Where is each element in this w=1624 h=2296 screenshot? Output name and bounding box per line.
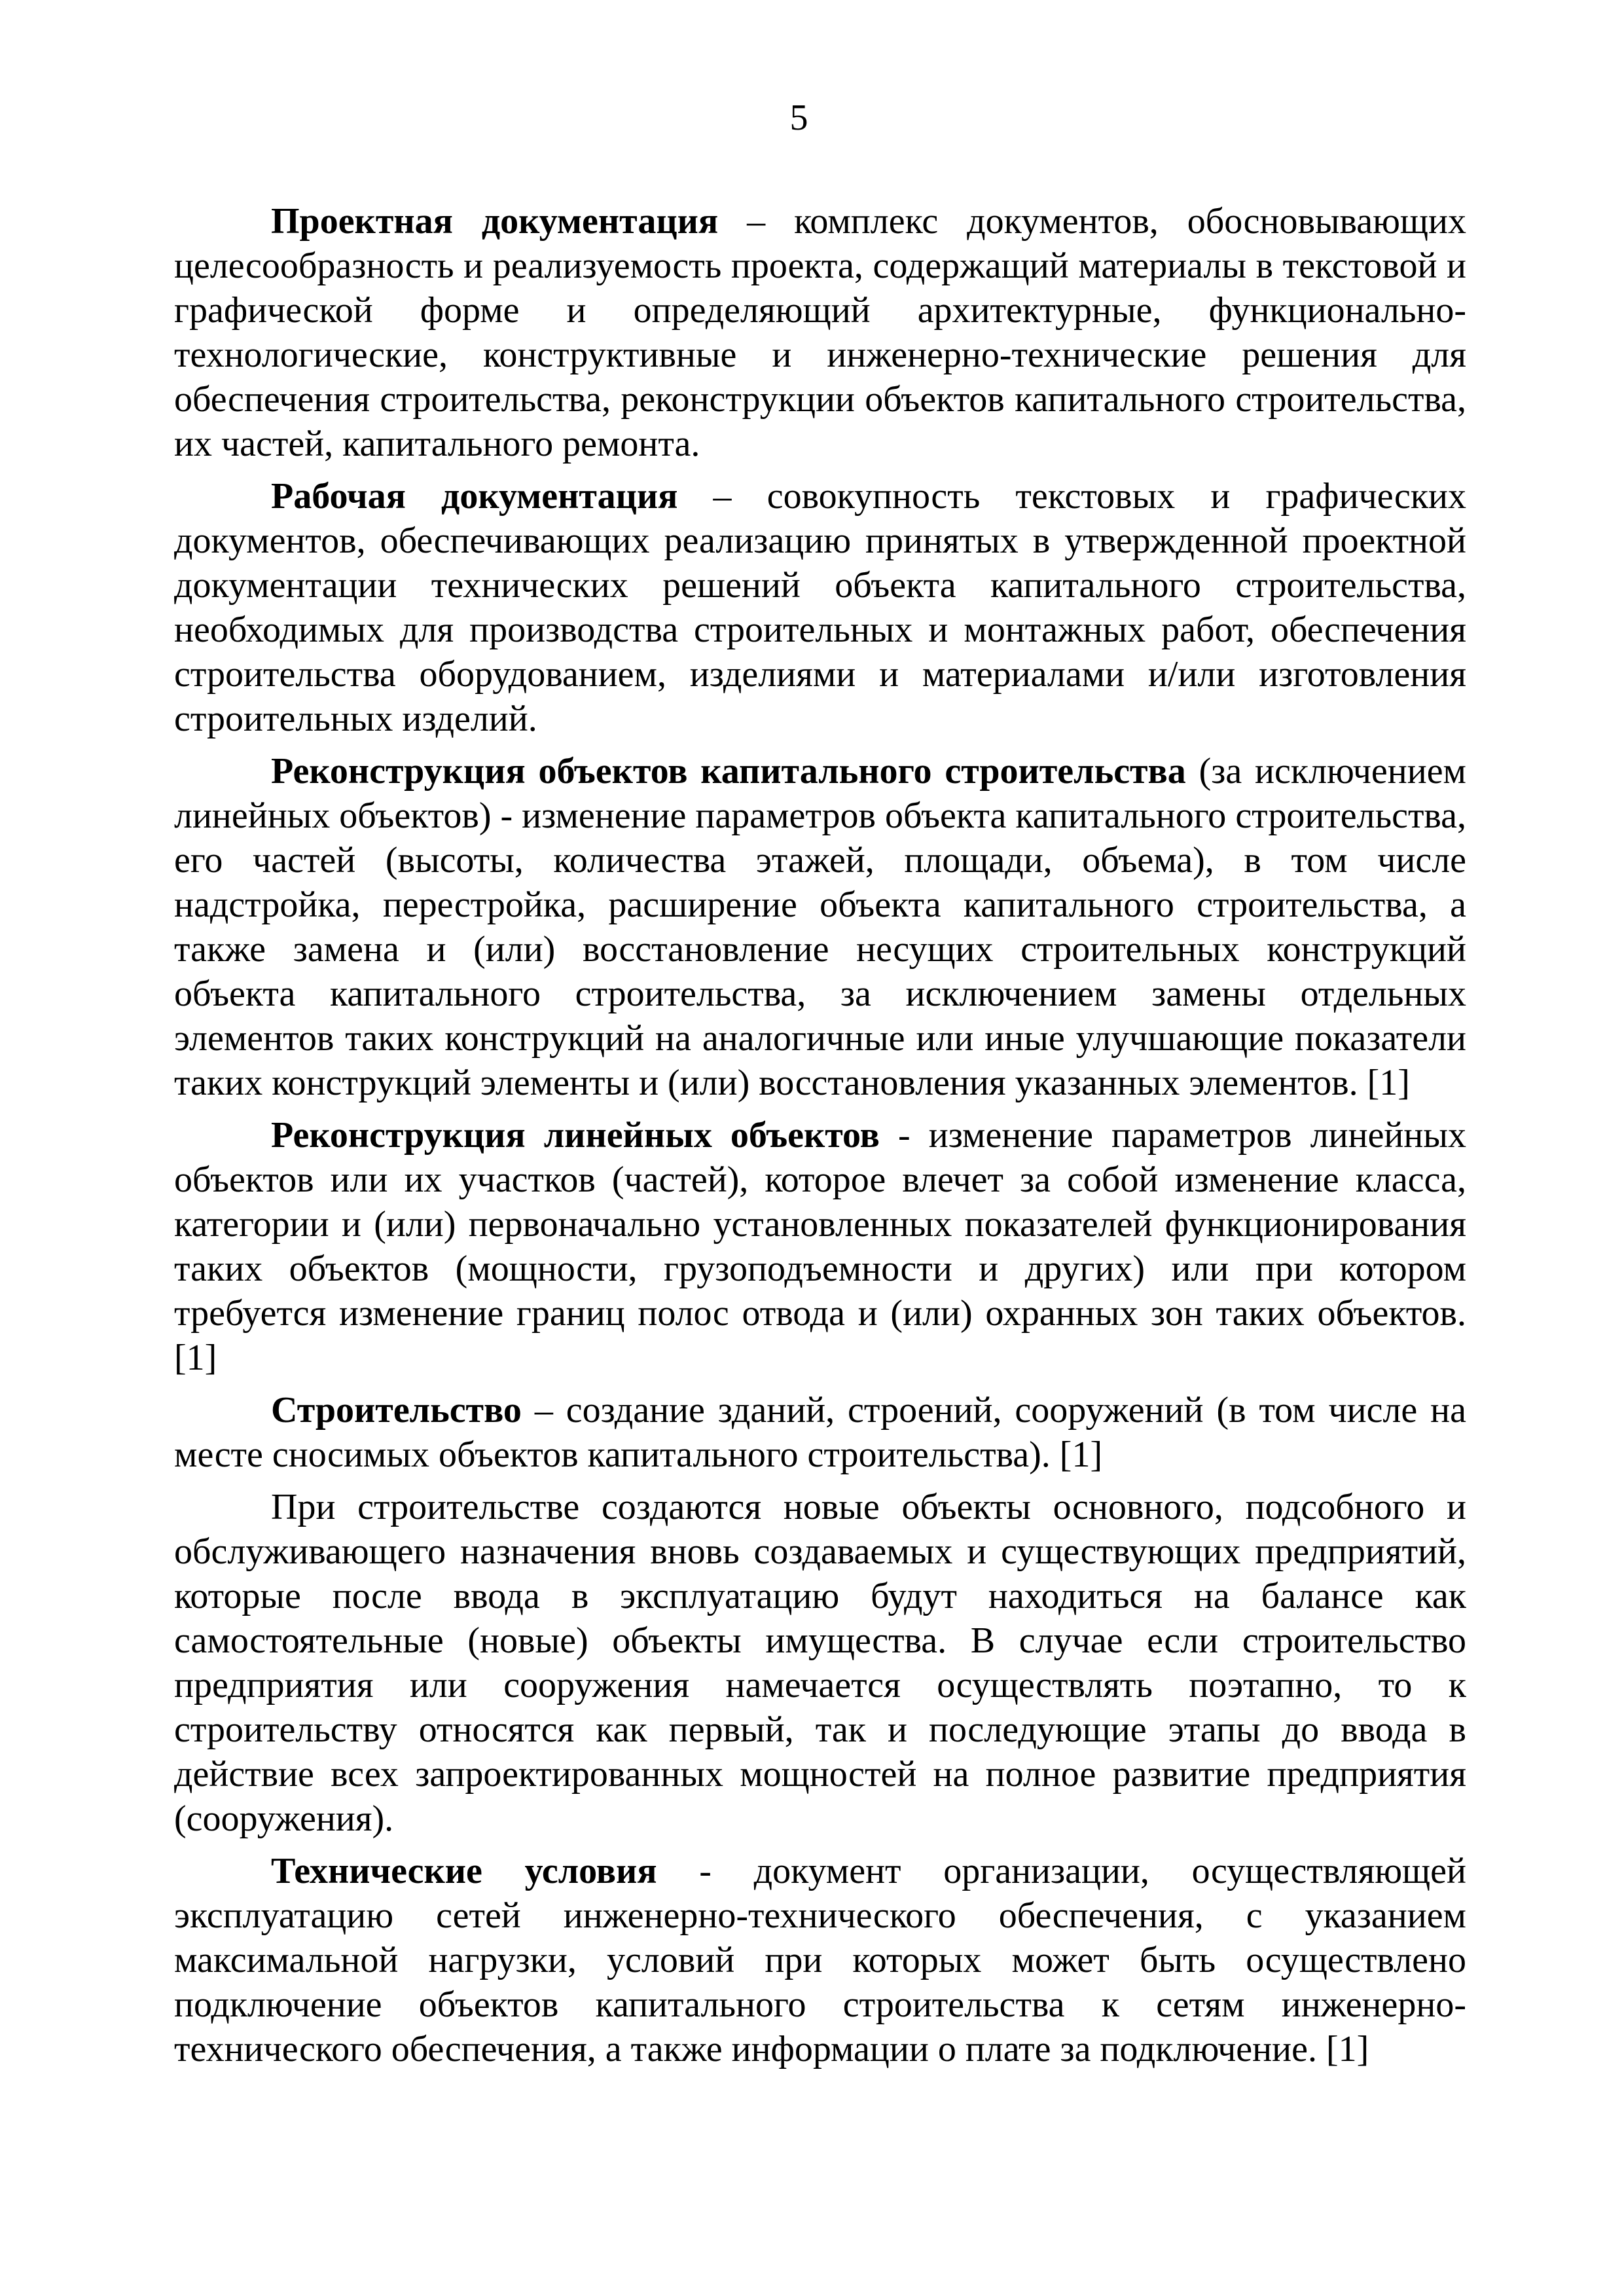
paragraph-technical-conditions [174,1849,1466,2071]
definition: – комплекс документов, обосновывающих целесообразность и реализуемость проекта, содержащий материалы в текстовой и графической форме и определяющий архитектурные, функционально-технологические, конструктивные и инженерно-технические решения для обеспечения строительства, реконструкции объектов капитального строительства, их частей, капитального ремонта. [174,201,1466,464]
paragraph-construction-details [174,1485,1466,1841]
document-body [174,199,1466,2079]
term: Рабочая документация [271,476,678,517]
definition: - документ организации, осуществляющей эксплуатацию сетей инженерно-технического обеспечения, с указанием максимальной нагрузки, условий при которых может быть осуществлено подключение объектов капитального строительства к сетям инженерно-технического обеспечения, а также информации о плате за подключение. [1] [174,1851,1466,2069]
definition: - изменение параметров линейных объектов или их участков (частей), которое влечет за собой изменение класса, категории и (или) первоначально установленных показателей функционирования таких объектов (мощности, грузоподъемности и других) или при котором требуется изменение границ полос отвода и (или) охранных зон таких объектов. [1] [174,1115,1466,1378]
paragraph-reconstruction-linear [174,1113,1466,1380]
page-number: 5 [789,98,808,138]
term: Проектная документация [271,201,719,242]
paragraph-project-documentation [174,199,1466,466]
paragraph-reconstruction-capital [174,749,1466,1105]
definition: – совокупность текстовых и графических документов, обеспечивающих реализацию принятых в утвержденной проектной документации технических решений объекта капитального строительства, необходимых для производства строительных и монтажных работ, обеспечения строительства оборудованием, изделиями и материалами и/или изготовления строительных изделий. [174,476,1466,739]
paragraph-working-documentation [174,474,1466,741]
term: Реконструкция объектов капитального строительства [271,751,1186,792]
term: Реконструкция линейных объектов [271,1115,880,1156]
term: Строительство [271,1390,522,1430]
definition: (за исключением линейных объектов) - изменение параметров объекта капитального строительства, его частей (высоты, количества этажей, площади, объема), в том числе надстройка, перестройка, расширение объекта капитального строительства, а также замена и (или) восстановление несущих строительных конструкций объекта капитального строительства, за исключением замены отдельных элементов таких конструкций на аналогичные или иные улучшающие показатели таких конструкций элементы и (или) восстановления указанных элементов. [1] [174,751,1466,1103]
body-text: При строительстве создаются новые объекты основного, подсобного и обслуживающего назначения вновь создаваемых и существующих предприятий, которые после ввода в эксплуатацию будут находиться на балансе как самостоятельные (новые) объекты имущества. В случае если строительство предприятия или сооружения намечается осуществлять поэтапно, то к строительству относятся как первый, так и последующие этапы до ввода в действие всех запроектированных мощностей на полное развитие предприятия (сооружения). [174,1487,1466,1839]
term: Технические условия [271,1851,657,1891]
definition: – создание зданий, строений, сооружений (в том числе на месте сносимых объектов капитального строительства). [1] [174,1390,1466,1475]
paragraph-construction [174,1388,1466,1477]
